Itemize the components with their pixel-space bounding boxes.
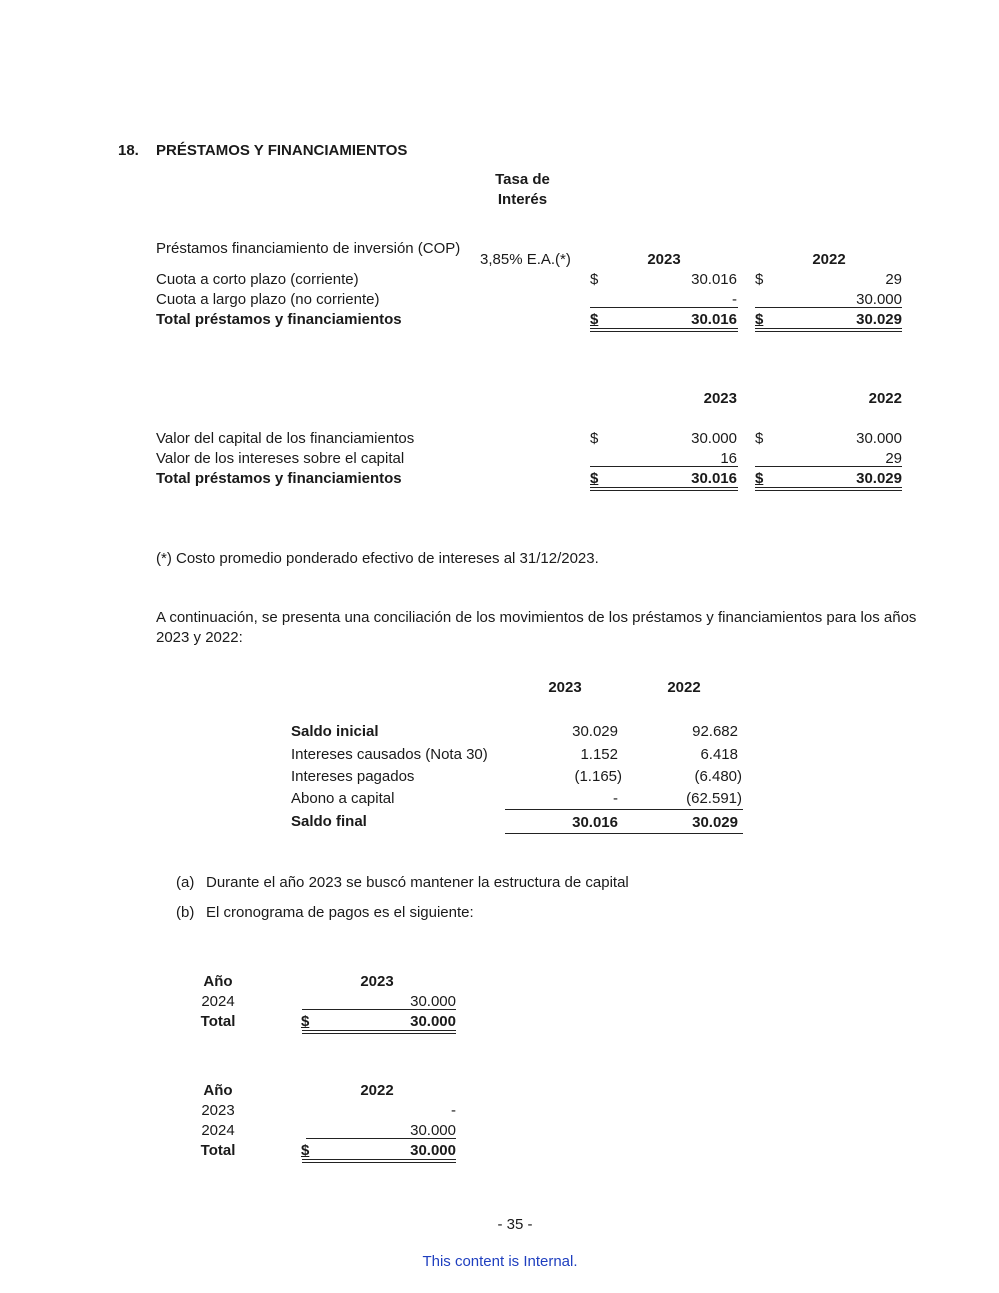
table1-row-value-2023: - (732, 291, 737, 308)
currency-sign: $ (590, 430, 599, 447)
item-marker: (a) (176, 874, 195, 891)
schedule-row-year: 2023 (201, 1102, 235, 1119)
currency-sign: $ (590, 271, 599, 288)
recon-value-2022: 92.682 (692, 723, 738, 740)
table2-year-2022: 2022 (868, 390, 902, 407)
subtotal-rule (505, 809, 743, 810)
table1-year-2022: 2022 (812, 251, 846, 268)
table2-total-2023: 30.016 (691, 470, 737, 487)
schedule-col-year: Año (203, 973, 233, 990)
intro-line2: 2023 y 2022: (156, 629, 243, 646)
total-double-rule (755, 487, 902, 491)
schedule-row-year: 2024 (201, 993, 235, 1010)
table2-row-label: Valor del capital de los financiamientos (156, 430, 415, 447)
recon-year-2022: 2022 (667, 679, 701, 696)
recon-row-label: Saldo inicial (291, 723, 379, 740)
classification-footer: This content is Internal. (422, 1253, 578, 1270)
recon-value-2023: - (613, 790, 618, 807)
table1-row-value-2023: 30.016 (691, 271, 737, 288)
table2-row-value-2022: 29 (885, 450, 902, 467)
item-marker: (b) (176, 904, 195, 921)
footnote-star: (*) Costo promedio ponderado efectivo de intereses al 31/12/2023. (156, 550, 599, 567)
subtotal-rule (302, 1009, 456, 1010)
total-double-rule (755, 328, 902, 332)
recon-total-2023: 30.016 (572, 814, 618, 831)
recon-value-2022: 6.418 (700, 746, 738, 763)
table2-row-label: Valor de los intereses sobre el capital (156, 450, 405, 467)
recon-row-label: Abono a capital (291, 790, 395, 807)
table1-year-2023: 2023 (647, 251, 681, 268)
table2-row-value-2023: 30.000 (691, 430, 737, 447)
table1-total-label: Total préstamos y financiamientos (156, 311, 402, 328)
table1-row-value-2022: 29 (885, 271, 902, 288)
item-text: El cronograma de pagos es el siguiente: (206, 904, 474, 921)
recon-value-2022: (62.591) (686, 790, 742, 807)
currency-sign: $ (301, 1013, 310, 1030)
subtotal-rule (755, 466, 902, 467)
subtotal-rule (590, 307, 738, 308)
currency-sign: $ (755, 470, 764, 487)
rate-header-line2: Interés (497, 191, 548, 208)
page-number: - 35 - (497, 1216, 533, 1233)
table1-label: Préstamos financiamiento de inversión (COP) (156, 240, 461, 257)
recon-row-label: Intereses pagados (291, 768, 415, 785)
currency-sign: $ (755, 430, 764, 447)
schedule-row-value: 30.000 (410, 1122, 456, 1139)
recon-value-2023: 30.029 (572, 723, 618, 740)
total-double-rule (590, 487, 738, 491)
schedule-col-year: Año (203, 1082, 233, 1099)
schedule-total-value: 30.000 (410, 1142, 456, 1159)
schedule-total-label: Total (200, 1013, 236, 1030)
total-double-rule (302, 1030, 456, 1034)
total-double-rule (590, 328, 738, 332)
recon-year-2023: 2023 (548, 679, 582, 696)
schedule-col-value: 2022 (360, 1082, 394, 1099)
schedule-total-value: 30.000 (410, 1013, 456, 1030)
recon-value-2023: 1.152 (580, 746, 618, 763)
table2-year-2023: 2023 (703, 390, 737, 407)
table1-total-2022: 30.029 (856, 311, 902, 328)
schedule-row-value: 30.000 (410, 993, 456, 1010)
section-number: 18. (118, 142, 139, 159)
intro-line1: A continuación, se presenta una conciliación de los movimientos de los préstamos y financiamientos para los años (156, 609, 917, 626)
table1-row-label: Cuota a largo plazo (no corriente) (156, 291, 380, 308)
currency-sign: $ (755, 311, 764, 328)
schedule-row-value: - (451, 1102, 456, 1119)
currency-sign: $ (590, 470, 599, 487)
rate-header-line1: Tasa de (495, 171, 550, 188)
table1-rate: 3,85% E.A.(*) (480, 251, 571, 268)
subtotal-rule (306, 1138, 456, 1139)
recon-total-label: Saldo final (291, 813, 367, 830)
table1-row-label: Cuota a corto plazo (corriente) (156, 271, 359, 288)
recon-value-2023: (1.165) (574, 768, 622, 785)
total-double-rule (302, 1159, 456, 1163)
schedule-total-label: Total (200, 1142, 236, 1159)
table2-row-value-2022: 30.000 (856, 430, 902, 447)
subtotal-rule (755, 307, 902, 308)
table1-row-value-2022: 30.000 (856, 291, 902, 308)
item-text: Durante el año 2023 se buscó mantener la estructura de capital (206, 874, 629, 891)
recon-row-label: Intereses causados (Nota 30) (291, 746, 488, 763)
table2-row-value-2023: 16 (720, 450, 737, 467)
currency-sign: $ (755, 271, 764, 288)
table1-total-2023: 30.016 (691, 311, 737, 328)
recon-value-2022: (6.480) (694, 768, 742, 785)
subtotal-rule (590, 466, 738, 467)
table2-total-label: Total préstamos y financiamientos (156, 470, 402, 487)
table2-total-2022: 30.029 (856, 470, 902, 487)
total-rule (505, 833, 743, 834)
recon-total-2022: 30.029 (692, 814, 738, 831)
currency-sign: $ (590, 311, 599, 328)
section-title: PRÉSTAMOS Y FINANCIAMIENTOS (156, 142, 408, 159)
schedule-row-year: 2024 (201, 1122, 235, 1139)
schedule-col-value: 2023 (360, 973, 394, 990)
currency-sign: $ (301, 1142, 310, 1159)
